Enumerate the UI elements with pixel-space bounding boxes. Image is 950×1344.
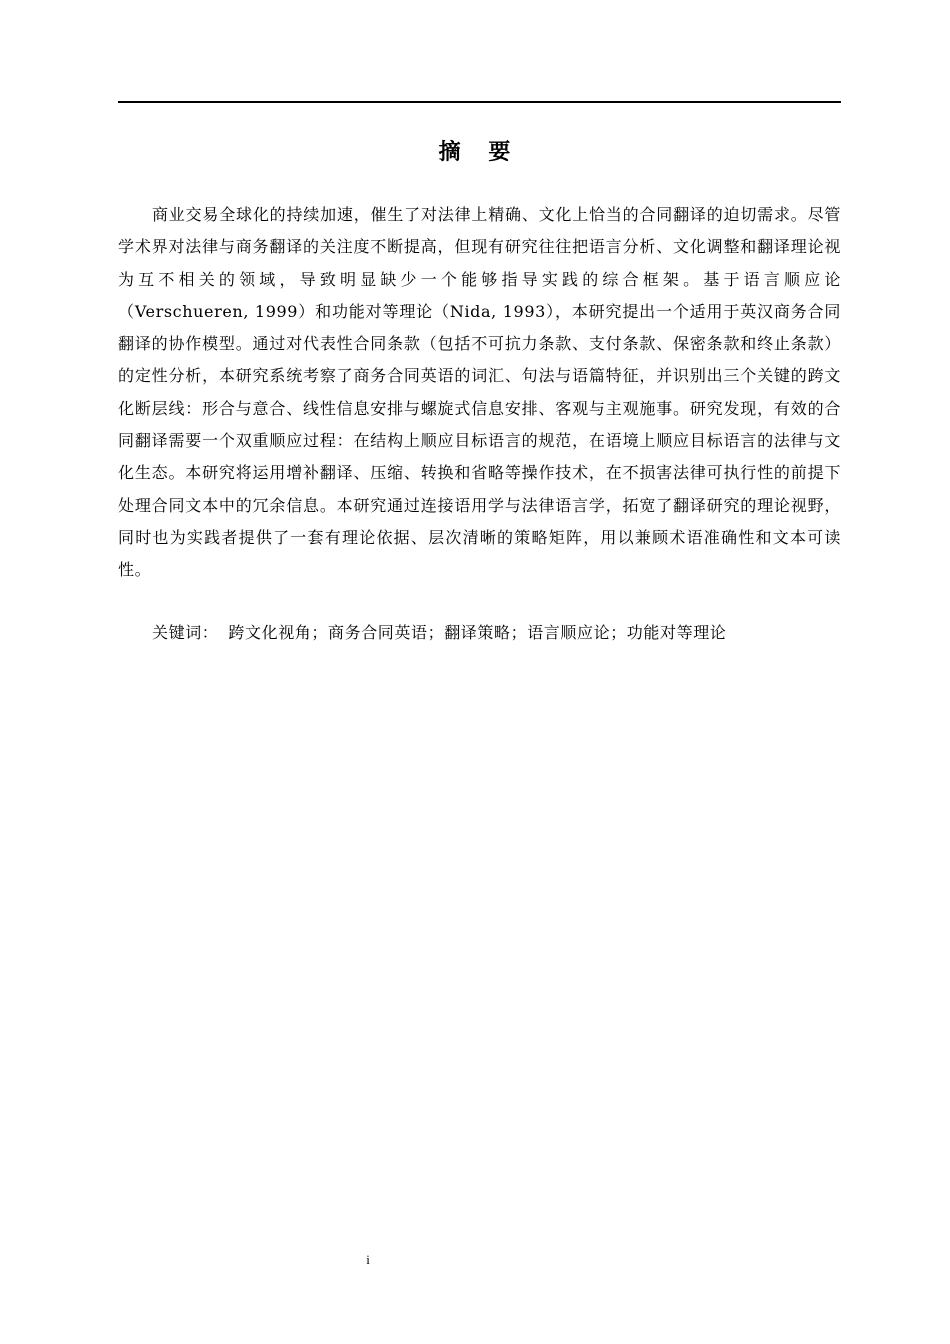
keywords-label: 关键词： [152, 623, 219, 642]
keywords-line [152, 617, 841, 649]
page-number: i [366, 1252, 370, 1267]
keywords-list: 跨文化视角；商务合同英语；翻译策略；语言顺应论；功能对等理论 [228, 623, 727, 642]
header-rule [118, 101, 841, 103]
abstract-body: 商业交易全球化的持续加速，催生了对法律上精确、文化上恰当的合同翻译的迫切需求。尽管学术界对法律与商务翻译的关注度不断提高，但现有研究往往把语言分析、文化调整和翻译理论视为互不相关的领域，导致明显缺少一个能够指导实践的综合框架。基于语言顺应论（Verschueren, 1999）和功能对等理论（Nida, 1993），本研究提出一个适用于英汉商务合同翻译的协作模型。通过对代表性合同条款（包括不可抗力条款、支付条款、保密条款和终止条款）的定性分析，本研究系统考察了商务合同英语的词汇、句法与语篇特征，并识别出三个关键的跨文化断层线：形合与意合、线性信息安排与螺旋式信息安排、客观与主观施事。研究发现，有效的合同翻译需要一个双重顺应过程：在结构上顺应目标语言的规范，在语境上顺应目标语言的法律与文化生态。本研究将运用增补翻译、压缩、转换和省略等操作技术，在不损害法律可执行性的前提下处理合同文本中的冗余信息。本研究通过连接语用学与法律语言学，拓宽了翻译研究的理论视野，同时也为实践者提供了一套有理论依据、层次清晰的策略矩阵，用以兼顾术语准确性和文本可读性。 [118, 205, 841, 580]
abstract-title: 摘 要 [438, 140, 521, 165]
